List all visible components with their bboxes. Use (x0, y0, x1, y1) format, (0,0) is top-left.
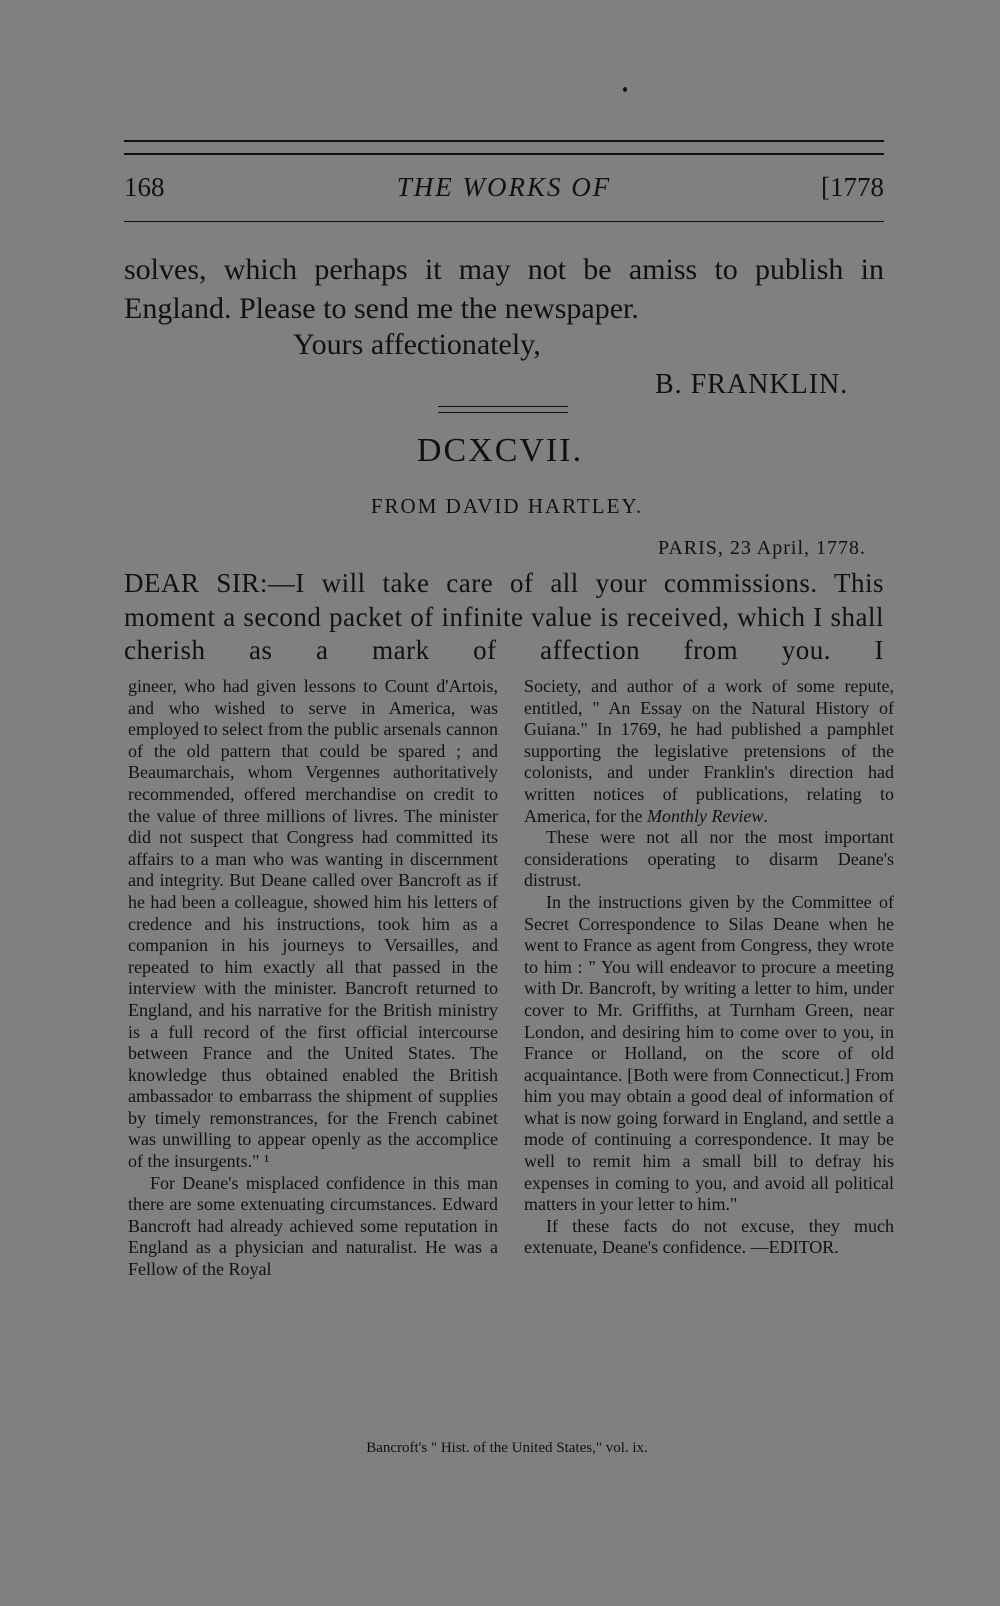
letter-closing: Yours affectionately, (293, 328, 541, 361)
opening-paragraph: solves, which perhaps it may not be amiss to publish in England. Please to send me the newspaper. (124, 253, 884, 325)
section-divider-lower (438, 412, 568, 413)
note-text: Society, and author of a work of some repute, entitled, " An Essay on the Natural History of Guiana." In 1769, he had published a pamphlet supporting the legislative pretensions of the colonists, and under Franklin's direction had written notices of publications, relating to America, for the (524, 676, 894, 826)
page-number: 168 (124, 172, 165, 202)
note-paragraph: gineer, who had given lessons to Count d'Artois, and who wished to serve in America, was employed to select from the public arsenals cannon of the old pattern that could be spared ; and Beaumarchais, whom Vergennes authoritatively recommended, offered merchandise on credit to the value of three millions of livres. The minister did not suspect that Congress had committed its affairs to a man who was wanting in discernment and integrity. But Deane called over Bancroft as if he had been a colleague, showed him his letters of credence and his instructions, took him as a companion in his journeys to Versailles, and repeated to him exactly all that passed in the interview with the minister. Bancroft returned to England, and his narrative for the British ministry is a full record of the first official intercourse between France and the United States. The knowledge thus obtained enabled the British ambassador to embarrass the shipment of supplies by timely remonstrances, for the French cabinet was unwilling to appear openly as the accomplice of the insurgents." ¹ (128, 676, 498, 1172)
running-head (124, 172, 884, 212)
salutation: DEAR SIR (124, 568, 260, 598)
letter-body-text: :—I will take care of all your commissions. This moment a second packet of infinite value is received, which I shall cherish as a mark of affection from you. I (124, 568, 885, 665)
note-paragraph (524, 676, 894, 827)
journal-title: Monthly Review (646, 805, 764, 826)
note-paragraph: For Deane's misplaced confidence in this man there are some extenuating circumstances. Edward Bancroft had already achieved some reputation in England as a physician and naturalist. He was a Fellow of the Royal (128, 1172, 498, 1280)
head-rule (124, 221, 884, 222)
notes-right-column (524, 676, 894, 1259)
place-date: PARIS, 23 April, 1778. (658, 537, 866, 559)
top-rule (124, 140, 884, 142)
letter-from: FROM DAVID HARTLEY. (370, 494, 644, 518)
note-paragraph: If these facts do not excuse, they much extenuate, Deane's confidence. —EDITOR. (524, 1215, 894, 1258)
note-paragraph: These were not all nor the most important considerations operating to disarm Deane's distrust. (524, 827, 894, 891)
running-title: THE WORKS OF (396, 172, 612, 202)
signature: B. FRANKLIN. (655, 369, 849, 400)
letter-number: DCXCVII. (416, 432, 584, 469)
ink-speck (623, 87, 627, 92)
section-divider (438, 406, 568, 407)
top-rule-inner (124, 153, 884, 155)
note-paragraph: In the instructions given by the Committee of Secret Correspondence to Silas Deane when he went to France as agent from Congress, they wrote to him : " You will endeavor to procure a meeting with Dr. Bancroft, by writing a letter to him, under cover to Mr. Griffiths, at Turnham Green, near London, and desiring him to come over to you, in France or Holland, on the score of old acquaintance. [Both were from Connecticut.] From him you may obtain a good deal of information of what is now going forward in England, and settle a mode of continuing a correspondence. It may be well to remit him a small bill to defray his expenses in coming to you, and avoid all political matters in your letter to him." (524, 891, 894, 1215)
letter-body (124, 567, 884, 668)
note-text: . (763, 805, 768, 826)
notes-left-column (128, 676, 498, 1281)
running-year: [1778 (821, 172, 884, 202)
footnote: Bancroft's " Hist. of the United States," vol. ix. (366, 1440, 648, 1456)
